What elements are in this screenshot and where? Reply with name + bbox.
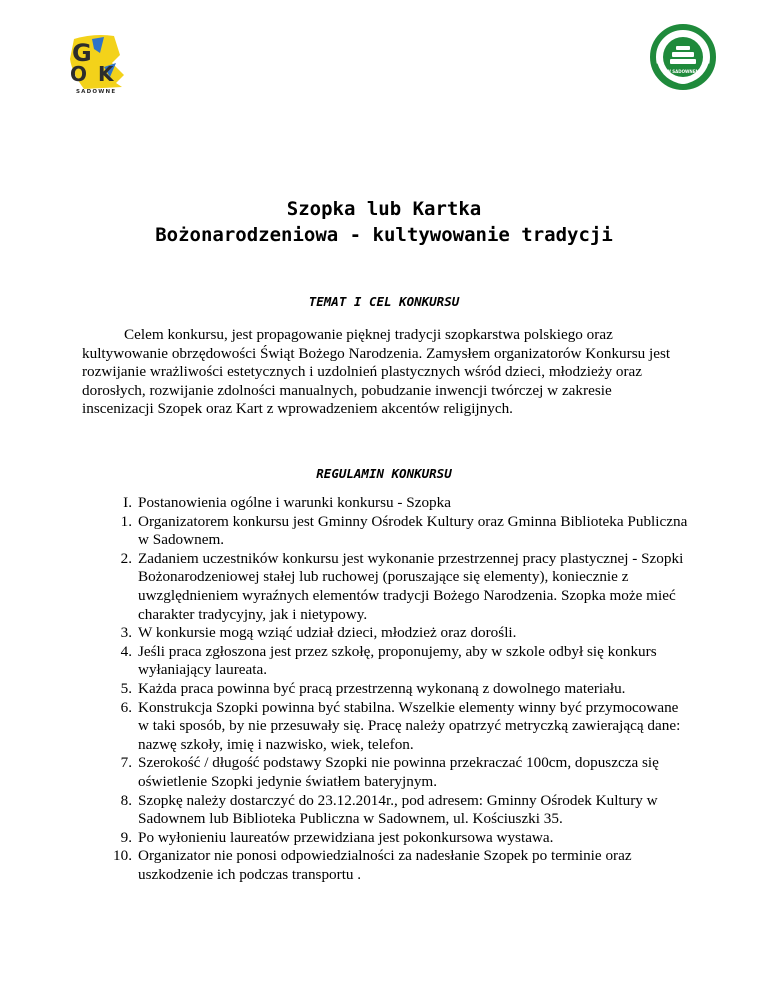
list-item [82, 550, 692, 624]
list-item [82, 680, 692, 699]
list-item [82, 513, 692, 550]
list-item [82, 624, 692, 643]
list-text: W konkursie mogą wziąć udział dzieci, młodzież oraz dorośli. [138, 624, 517, 642]
svg-text:K: K [98, 62, 114, 86]
title-line-2: Bożonarodzeniowa - kultywowanie tradycji [155, 224, 613, 246]
list-number: 7. [120, 754, 132, 772]
list-item [82, 792, 692, 829]
list-number: 5. [120, 679, 132, 697]
list-number: 2. [120, 549, 132, 567]
title-line-1: Szopka lub Kartka [286, 198, 482, 220]
list-text: Szopkę należy dostarczyć do 23.12.2014r., pod adresem: Gminny Ośrodek Kultury w Sadownem lub Biblioteka Publiczna w Sadownem, ul. Kościuszki 35. [138, 791, 658, 828]
list-item [82, 754, 692, 791]
list-text: Organizatorem konkursu jest Gminny Ośrodek Kultury oraz Gminna Biblioteka Publiczna w Sadownem. [138, 512, 688, 549]
list-item [82, 847, 692, 884]
list-text: Konstrukcja Szopki powinna być stabilna. Wszelkie elementy winny być przymocowane w taki sposób, by nie przesuwały się. Pracę należy opatrzyć metryczką zawierającą dane: nazwę szkoły, imię i nazwisko, wiek, telefon. [138, 698, 681, 753]
list-text: Zadaniem uczestników konkursu jest wykonanie przestrzennej pracy plastycznej - Szopki Bożonarodzeniowej stałej lub ruchowej (poruszające się elementy), koniecznie z uwzględnieniem wyraźnych elementów tradycji Bożego Narodzenia. Szopka może mieć charakter tradycyjny, jak i nietypowy. [138, 549, 684, 623]
list-text: Organizator nie ponosi odpowiedzialności za nadesłanie Szopek po terminie oraz uszkodzenie ich podczas transportu . [138, 847, 632, 883]
svg-text:O: O [70, 62, 88, 86]
list-text: Postanowienia ogólne i warunki konkursu - Szopka [138, 494, 451, 511]
intro-paragraph: Celem konkursu, jest propagowanie pięknej tradycji szopkarstwa polskiego oraz kultywowanie obrzędowości Świąt Bożego Narodzenia. Zamysłem organizatorów Konkursu jest rozwijanie wrażliwości estetycznych i uzdolnień plastycznych wśród dzieci, młodzieży oraz dorosłych, rozwijanie zdolności manualnych, pobudzanie inwencji twórczej w zakresie inscenizacji Szopek oraz Kart z wprowadzeniem akcentów religijnych. [82, 326, 671, 418]
list-number: 1. [120, 512, 132, 530]
library-logo [650, 24, 716, 90]
section-heading-regulamin: REGULAMIN KONKURSU [316, 466, 452, 481]
list-number: 4. [120, 642, 132, 660]
list-number: 10. [113, 847, 132, 865]
svg-text:SADOWNE: SADOWNE [76, 89, 117, 95]
list-item [82, 494, 692, 513]
list-number: 9. [120, 828, 132, 846]
list-text: Szerokość / długość podstawy Szopki nie powinna przekraczać 100cm, dopuszcza się oświetlenie Szopki jedynie światłem bateryjnym. [138, 754, 659, 790]
list-number: I. [123, 494, 132, 511]
gok-logo [64, 33, 130, 95]
svg-text:G: G [72, 39, 92, 67]
list-item [82, 699, 692, 755]
svg-text:W SADOWNEM: W SADOWNEM [666, 69, 700, 74]
list-item [82, 643, 692, 680]
list-text: Jeśli praca zgłoszona jest przez szkołę, proponujemy, aby w szkole odbył się konkurs wyłaniający laureata. [138, 642, 657, 679]
list-number: 8. [120, 791, 132, 809]
regulations-list [82, 494, 692, 884]
list-number: 3. [120, 624, 132, 642]
list-item [82, 829, 692, 848]
list-text: Po wyłonieniu laureatów przewidziana jest pokonkursowa wystawa. [138, 828, 554, 846]
list-text: Każda praca powinna być pracą przestrzenną wykonaną z dowolnego materiału. [138, 679, 626, 697]
section-heading-temat: TEMAT I CEL KONKURSU [308, 294, 460, 309]
list-number: 6. [120, 698, 132, 716]
